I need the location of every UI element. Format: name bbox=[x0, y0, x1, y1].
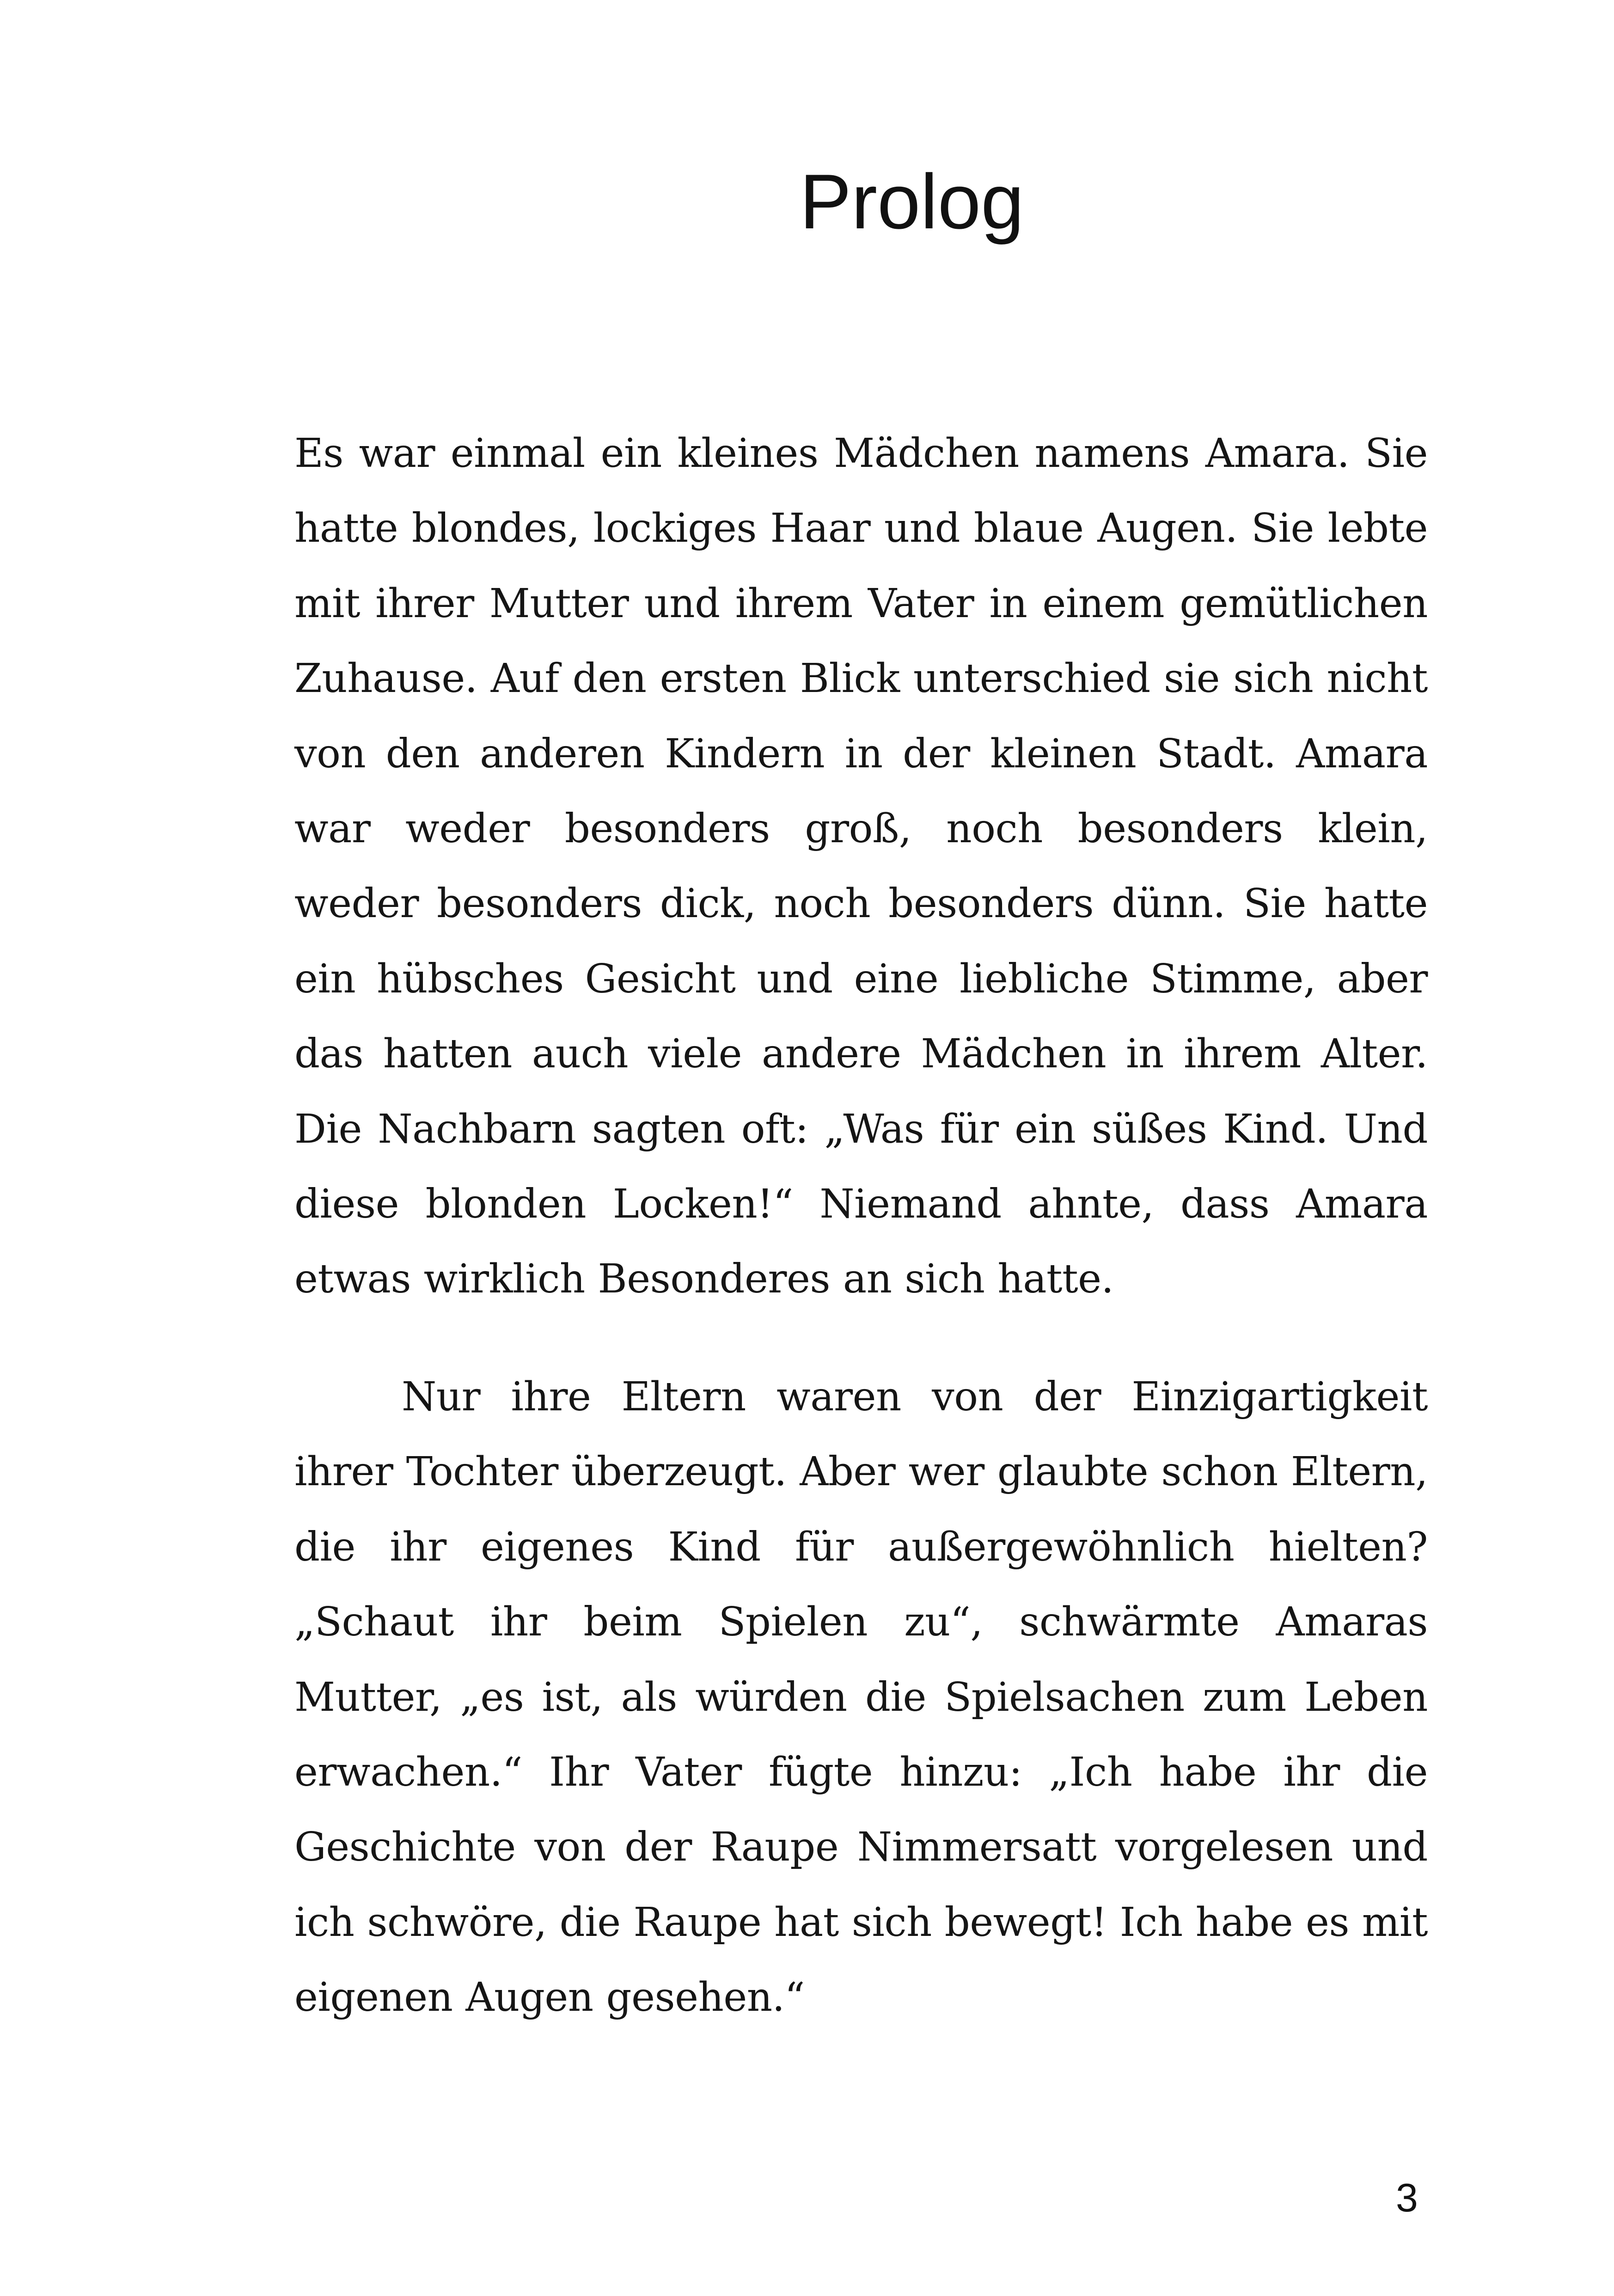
paragraph-2: Nur ihre Eltern waren von der Einzigartigkeit ihrer Tochter überzeugt. Aber wer glaubte schon Eltern, die ihr eigenes Kind für außergewöhnlich hielten? „Schaut ihr beim Spielen zu“, schwärmte Amaras Mutter, „es ist, als würden die Spielsachen zum Leben erwachen.“ Ihr Vater fügte hinzu: „Ich habe ihr die Geschichte von der Raupe Nimmersatt vorgelesen und ich schwöre, die Raupe hat sich bewegt! Ich habe es mit eigenen Augen gesehen.“ bbox=[294, 1373, 1428, 2021]
chapter-body bbox=[294, 416, 1428, 2035]
paragraph-1: Es war einmal ein kleines Mädchen namens Amara. Sie hatte blondes, lockiges Haar und blaue Augen. Sie lebte mit ihrer Mutter und ihrem Vater in einem gemütlichen Zuhause. Auf den ersten Blick unterschied sie sich nicht von den anderen Kindern in der kleinen Stadt. Amara war weder besonders groß, noch besonders klein, weder besonders dick, noch besonders dünn. Sie hatte ein hübsches Gesicht und eine liebliche Stimme, aber das hatten auch viele andere Mädchen in ihrem Alter. Die Nachbarn sagten oft: „Was für ein süßes Kind. Und diese blonden Locken!“ Niemand ahnte, dass Amara etwas wirklich Besonderes an sich hatte. bbox=[294, 430, 1428, 1303]
chapter-title: Prolog bbox=[800, 158, 1024, 245]
page-number: 3 bbox=[1396, 2176, 1418, 2220]
